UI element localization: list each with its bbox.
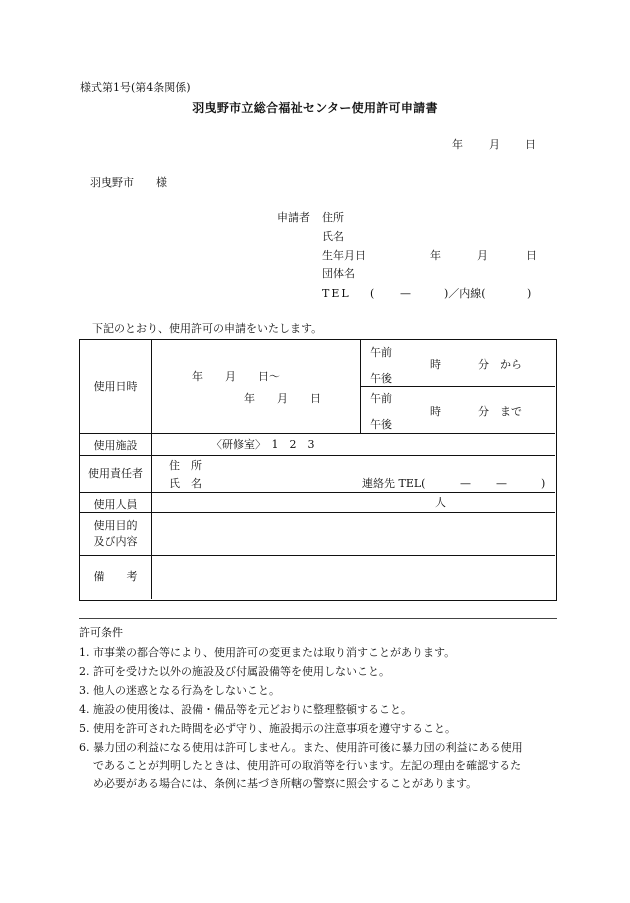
conditions-title: 許可条件 xyxy=(79,626,123,639)
intro-text: 下記のとおり、使用許可の申請をいたします。 xyxy=(92,322,323,335)
form-number: 様式第1号(第4条関係) xyxy=(80,81,191,94)
row-divider-period xyxy=(80,433,555,434)
date-month-label: 月 xyxy=(489,138,500,151)
end-date-field[interactable]: 年 月 日 xyxy=(244,392,321,405)
end-minute-field[interactable]: 分 まで xyxy=(478,405,522,418)
label-column-divider xyxy=(151,340,152,599)
tel-open-paren: ( xyxy=(370,287,375,300)
row-divider-facility xyxy=(80,455,555,456)
manager-contact-field[interactable]: 連絡先 TEL( xyxy=(362,477,426,490)
remarks-field[interactable] xyxy=(153,557,553,597)
condition-item: 5. 使用を許可された時間を必ず守り、施設掲示の注意事項を遵守すること。 xyxy=(79,722,456,735)
row-divider-persons xyxy=(80,512,555,513)
applicant-label: 申請者 xyxy=(277,211,310,224)
contact-dash-1: — xyxy=(460,477,471,490)
applicant-tel-field[interactable]: TEL xyxy=(322,287,351,300)
document-title: 羽曳野市立総合福祉センター使用許可申請書 xyxy=(192,101,438,115)
condition-item: 6. 暴力団の利益になる使用は許可しません。また、使用許可後に暴力団の利益にある使用 xyxy=(79,741,523,754)
contact-close-paren: ) xyxy=(541,477,546,490)
end-hour-field[interactable]: 時 xyxy=(430,405,441,418)
remarks-label: 備 考 xyxy=(93,570,138,583)
condition-item: 4. 施設の使用後は、設備・備品等を元どおりに整理整頓すること。 xyxy=(79,703,412,716)
start-minute-field[interactable]: 分 から xyxy=(478,358,522,371)
birth-month-label: 月 xyxy=(477,249,488,262)
applicant-birthdate-field[interactable]: 生年月日 xyxy=(322,249,366,262)
tel-dash: — xyxy=(400,287,411,300)
persons-count-field[interactable]: 人 xyxy=(435,496,446,509)
birth-year-label: 年 xyxy=(430,249,441,262)
purpose-content-field[interactable] xyxy=(153,514,553,553)
start-pm-option[interactable]: 午後 xyxy=(370,372,392,385)
row-divider-purpose xyxy=(80,555,555,556)
facility-room-selector[interactable]: 〈研修室〉 1 2 3 xyxy=(211,438,315,451)
contact-dash-2: — xyxy=(496,477,507,490)
purpose-label-line-1: 使用目的 xyxy=(93,519,138,532)
manager-address-field[interactable]: 住 所 xyxy=(169,459,202,472)
period-label: 使用日時 xyxy=(93,380,138,393)
manager-label: 使用責任者 xyxy=(88,467,143,480)
condition-item: 1. 市事業の都合等により、使用許可の変更または取り消すことがあります。 xyxy=(79,646,456,659)
birth-day-label: 日 xyxy=(526,249,537,262)
applicant-address-field[interactable]: 住所 xyxy=(322,211,344,224)
condition-item: 3. 他人の迷惑となる行為をしないこと。 xyxy=(79,684,280,697)
application-table xyxy=(79,339,557,601)
end-pm-option[interactable]: 午後 xyxy=(370,418,392,431)
row-divider-manager xyxy=(80,492,555,493)
conditions-divider xyxy=(79,618,557,619)
start-date-field[interactable]: 年 月 日〜 xyxy=(192,370,280,383)
persons-label: 使用人員 xyxy=(93,498,138,511)
start-hour-field[interactable]: 時 xyxy=(430,358,441,371)
end-am-option[interactable]: 午前 xyxy=(370,392,392,405)
applicant-group-field[interactable]: 団体名 xyxy=(322,267,355,280)
start-am-option[interactable]: 午前 xyxy=(370,346,392,359)
purpose-label xyxy=(80,518,151,550)
date-day-label: 日 xyxy=(525,138,536,151)
addressee: 羽曳野市 様 xyxy=(90,176,167,189)
condition-item: 2. 許可を受けた以外の施設及び付属設備等を使用しないこと。 xyxy=(79,665,390,678)
applicant-name-field[interactable]: 氏名 xyxy=(322,230,344,243)
tel-extension-label: )／内線( xyxy=(444,287,486,300)
manager-name-field[interactable]: 氏 名 xyxy=(169,477,202,490)
facility-label: 使用施設 xyxy=(93,439,138,452)
time-row-divider xyxy=(360,386,555,387)
tel-close-paren: ) xyxy=(527,287,532,300)
condition-item-continued: であることが判明したときは、使用許可の取消等を行います。左記の理由を確認するた xyxy=(93,759,522,772)
condition-item-continued: め必要がある場合には、条例に基づき所轄の警察に照会することがあります。 xyxy=(93,777,478,790)
date-year-label: 年 xyxy=(452,138,463,151)
purpose-label-line-2: 及び内容 xyxy=(93,534,138,548)
